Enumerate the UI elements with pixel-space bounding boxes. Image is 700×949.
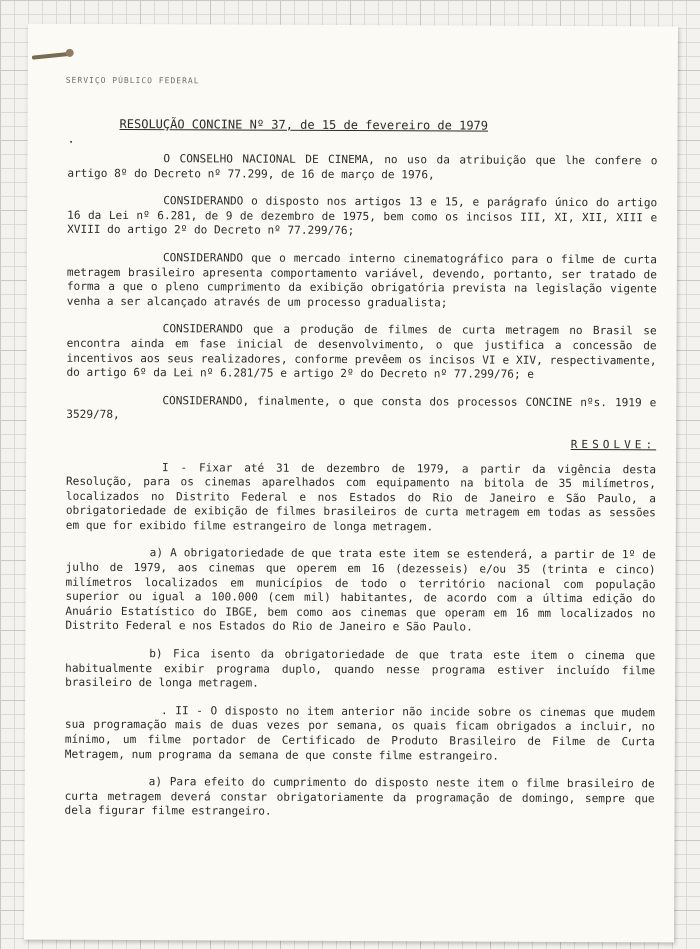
- resolve-heading: RESOLVE:: [570, 437, 657, 452]
- pin-icon: [32, 52, 72, 60]
- document-page: [24, 24, 678, 943]
- item-i: I - Fixar até 31 de dezembro de 1979, a partir da vigência desta Resolução, para os cinemas aparelhados com equipamento na bitola de 35 milímetros, localizados no Distrito Federal e nos Estados do Rio de Janeiro e São Paulo, a obrigatoriedade de exibição de filmes brasileiros de curta metragem em todas as sessões em que for exibido filme estrangeiro de longa metragem.: [65, 460, 657, 534]
- paragraph-considerando-2: CONSIDERANDO que o mercado interno cinematográfico para o filme de curta metragem brasileiro apresenta comportamento variável, devendo, portanto, ser tratado de forma a que o pleno cumprimento da exibição obrigatória prevista na legislação vigente venha a ser alcançado através de um processo gradualista;: [66, 251, 658, 310]
- bullet-mark: .: [67, 131, 75, 146]
- paragraph-considerando-4: CONSIDERANDO, finalmente, o que consta dos processos CONCINE nºs. 1919 e 3529/78,: [66, 393, 657, 422]
- page-title: RESOLUÇÃO CONCINE Nº 37, de 15 de fevereiro de 1979: [119, 116, 489, 133]
- paragraph-preamble: O CONSELHO NACIONAL DE CINEMA, no uso da atribuição que lhe confere o artigo 8º do Decreto nº 77.299, de 16 de março de 1976,: [67, 152, 658, 181]
- paragraph-considerando-3: CONSIDERANDO que a produção de filmes de curta metragem no Brasil se encontra ainda em fase inicial de desenvolvimento, o que justifica a concessão de incentivos aos seus realizadores, conforme prevêem os incisos VI e XIV, respectivamente, do artigo 6º da Lei nº 6.281/75 e artigo 2º do Decreto nº 77.299/76; e: [66, 322, 657, 381]
- item-ii: . II - O disposto no item anterior não incide sobre os cinemas que mudem sua programação mais de duas vezes por semana, os quais ficam obrigados a incluir, no mínimo, um filme portador de Certificado de Produto Brasileiro de Filme de Curta Metragem, num programa da semana de que conste filme estrangeiro.: [64, 703, 656, 763]
- item-ii-a: a) Para efeito do cumprimento do disposto neste item o filme brasileiro de curta metragem deverá constar obrigatoriamente da programação de domingo, sempre que dela figurar filme estrangeiro.: [64, 775, 655, 819]
- paragraph-considerando-1: CONSIDERANDO o disposto nos artigos 13 e 15, e parágrafo único do artigo 16 da Lei nº 6.281, de 9 de dezembro de 1975, bem como os incisos III, XI, XII, XIII e XVIII do artigo 2º do Decreto nº 77.299/76;: [67, 194, 658, 238]
- letterhead: SERVIÇO PÚBLICO FEDERAL: [65, 75, 200, 86]
- item-i-b: b) Fica isento da obrigatoriedade de que trata este item o cinema que habitualmente exibir programa duplo, quando nesse programa estiver incluído filme brasileiro de longa metragem.: [65, 647, 656, 690]
- item-i-a: a) A obrigatoriedade de que trata este item se estenderá, a partir de 1º de julho de 1979, aos cinemas que operem em 16 (dezesseis) e/ou 35 (trinta e cinco) milímetros localizados em municípios de todo o território nacional com população superior ou igual a 100.000 (cem mil) habitantes, de acordo com a última edição do Anuário Estatístico do IBGE, bem como aos cinemas que operam em 16 mm localizados no Distrito Federal e nos Estados do Rio de Janeiro e São Paulo.: [65, 546, 656, 634]
- document-body: [64, 152, 657, 835]
